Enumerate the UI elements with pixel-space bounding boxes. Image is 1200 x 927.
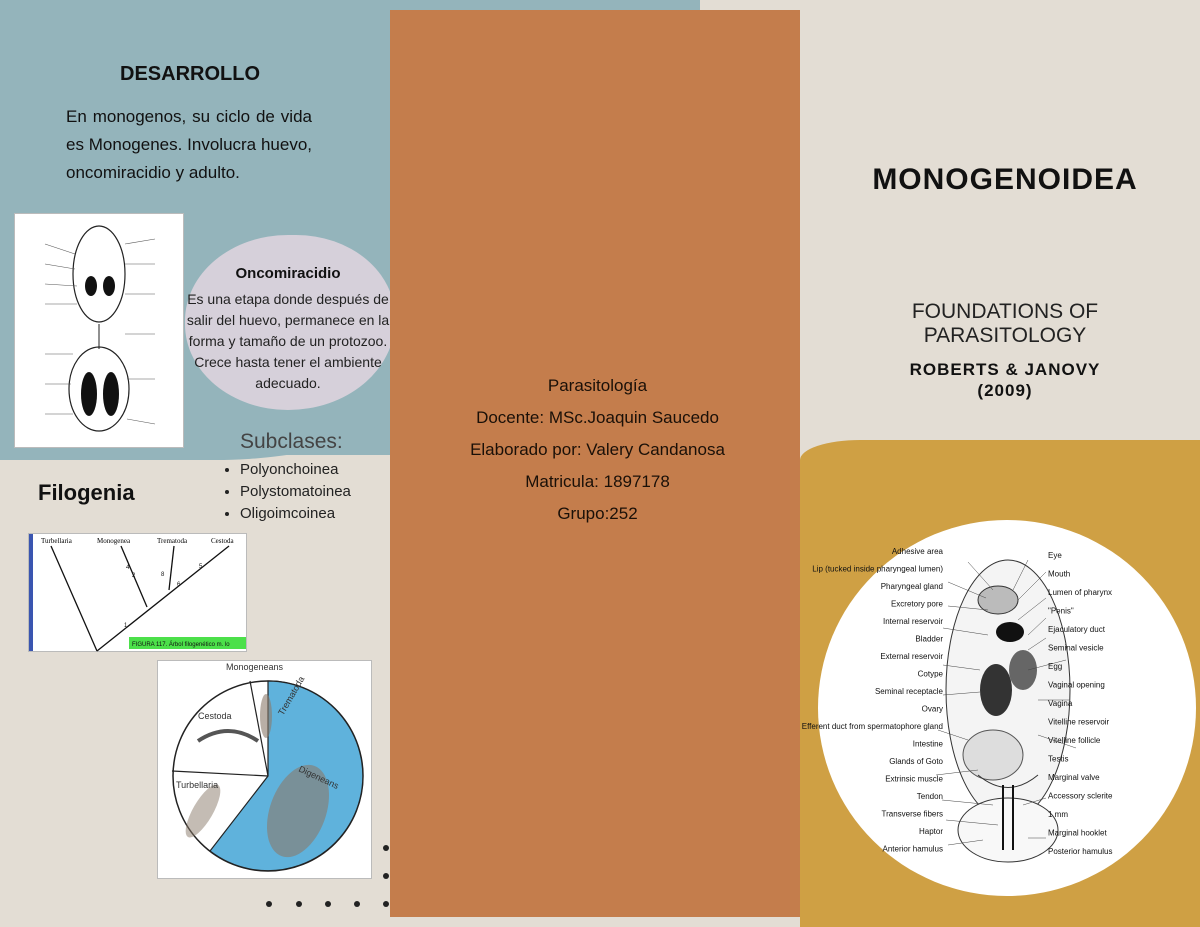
oncomiracidio-heading: Oncomiracidio bbox=[235, 265, 341, 282]
anatomy-label: Lip (tucked inside pharyngeal lumen) bbox=[812, 564, 943, 574]
pie-label: Digeneans bbox=[297, 763, 341, 791]
anatomy-label: 1 mm bbox=[1048, 810, 1068, 819]
decorative-dot bbox=[325, 901, 331, 907]
svg-text:5: 5 bbox=[199, 564, 203, 570]
anatomy-label: Seminal vesicle bbox=[1048, 643, 1104, 653]
anatomy-label: Intestine bbox=[912, 739, 943, 749]
anatomy-figure bbox=[801, 520, 1196, 896]
oncomiracidium-drawing bbox=[14, 213, 184, 448]
svg-text:8: 8 bbox=[161, 572, 165, 578]
pie-label: Trematoda bbox=[276, 674, 307, 717]
anatomy-label: Marginal valve bbox=[1048, 773, 1100, 782]
anatomy-label: Glands of Goto bbox=[889, 757, 943, 766]
decorative-dot bbox=[266, 901, 272, 907]
author-name: Elaborado por: Valery Candanosa bbox=[470, 440, 725, 459]
subclases-list bbox=[222, 459, 351, 525]
course-name: Parasitología bbox=[547, 376, 648, 395]
anatomy-label: Tendon bbox=[916, 792, 943, 801]
anatomy-label: Eye bbox=[1048, 551, 1062, 560]
decorative-dot bbox=[383, 873, 389, 879]
list-item: • Polyonchoinea bbox=[240, 459, 351, 481]
anatomy-label: "Penis" bbox=[1048, 606, 1074, 616]
anatomy-label: Seminal receptacle bbox=[874, 687, 943, 696]
decorative-dot bbox=[383, 901, 389, 907]
anatomy-label: Vaginal opening bbox=[1048, 680, 1105, 690]
book-title-line: PARASITOLOGY bbox=[923, 324, 1087, 347]
svg-text:1: 1 bbox=[124, 623, 128, 629]
pie-label: Monogeneans bbox=[226, 662, 284, 672]
teacher-name: Docente: MSc.Joaquin Saucedo bbox=[476, 408, 719, 427]
tree-label: Turbellaria bbox=[41, 537, 72, 545]
svg-text:6: 6 bbox=[177, 582, 181, 588]
anatomy-label: Pharyngeal gland bbox=[880, 582, 943, 591]
decorative-dot bbox=[354, 901, 360, 907]
group-pie-figure bbox=[158, 661, 371, 878]
anatomy-label: Marginal hooklet bbox=[1048, 828, 1107, 838]
oncomiracidio-text: Es una etapa donde después de salir del huevo, permanece en la forma y tamaño de un protozoo. Crece hasta tener el ambiente adecuado. bbox=[186, 291, 390, 391]
group-number: Grupo:252 bbox=[557, 504, 638, 523]
desarrollo-text: En monogenos, su ciclo de vida es Monogenes. Involucra huevo, oncomiracidio y adulto. bbox=[66, 107, 312, 182]
svg-text:4: 4 bbox=[126, 565, 130, 571]
monogenean-anatomy-diagram bbox=[801, 520, 1196, 896]
anatomy-label: Ovary bbox=[921, 704, 943, 714]
pie-label: Cestoda bbox=[198, 711, 232, 721]
anatomy-label: Mouth bbox=[1048, 569, 1071, 579]
tree-label: Cestoda bbox=[211, 537, 234, 545]
anatomy-label: Lumen of pharynx bbox=[1048, 588, 1113, 597]
anatomy-label: Bladder bbox=[915, 634, 943, 644]
anatomy-label: Transverse fibers bbox=[881, 809, 943, 819]
tree-caption: FIGURA 117. Árbol filogenético m. lo bbox=[132, 642, 230, 648]
panel-info bbox=[400, 370, 795, 530]
list-item: • Polystomatoinea bbox=[240, 481, 351, 503]
oncomiracidium-illustration bbox=[15, 214, 183, 447]
student-id: Matricula: 1897178 bbox=[525, 472, 670, 491]
anatomy-label: Internal reservoir bbox=[882, 617, 943, 626]
anatomy-label: Vitelline follicle bbox=[1048, 736, 1101, 745]
tree-label: Monogenea bbox=[97, 537, 131, 545]
phylogeny-tree bbox=[28, 533, 247, 652]
anatomy-label: Vitelline reservoir bbox=[1048, 717, 1110, 727]
group-pie-diagram bbox=[157, 660, 372, 879]
anatomy-label: Testis bbox=[1048, 754, 1069, 764]
filogenia-heading: Filogenia bbox=[38, 480, 135, 505]
anatomy-label: Extrinsic muscle bbox=[885, 774, 943, 784]
anatomy-label: External reservoir bbox=[880, 652, 943, 661]
decorative-dot bbox=[383, 845, 389, 851]
decorative-dot bbox=[296, 901, 302, 907]
anatomy-label: Excretory pore bbox=[890, 599, 943, 609]
subclases-heading: Subclases: bbox=[240, 430, 343, 453]
book-authors bbox=[840, 359, 1170, 401]
anatomy-label: Accessory sclerite bbox=[1048, 791, 1113, 801]
anatomy-label: Efferent duct from spermatophore gland bbox=[801, 722, 943, 731]
anatomy-label: Egg bbox=[1048, 662, 1063, 671]
anatomy-label: Posterior hamulus bbox=[1048, 847, 1113, 856]
desarrollo-heading: DESARROLLO bbox=[120, 63, 260, 85]
anatomy-label: Adhesive area bbox=[891, 547, 943, 556]
authors-line: ROBERTS & JANOVY bbox=[909, 360, 1101, 379]
tree-label: Trematoda bbox=[157, 537, 188, 545]
pie-label: Turbellaria bbox=[176, 780, 219, 790]
anatomy-label: Anterior hamulus bbox=[882, 844, 943, 854]
book-title-line: FOUNDATIONS OF bbox=[911, 300, 1099, 323]
list-item: • Oligoimcoinea bbox=[240, 503, 351, 525]
svg-text:2: 2 bbox=[132, 573, 136, 579]
anatomy-label: Ejaculatory duct bbox=[1048, 625, 1105, 634]
anatomy-label: Vagina bbox=[1048, 699, 1073, 708]
year-line: (2009) bbox=[977, 381, 1033, 400]
anatomy-label: Cotype bbox=[917, 669, 943, 679]
phylogeny-tree-diagram bbox=[29, 534, 246, 651]
book-title bbox=[840, 300, 1170, 348]
anatomy-label: Haptor bbox=[918, 827, 943, 836]
page-title: MONOGENOIDEA bbox=[872, 163, 1138, 196]
